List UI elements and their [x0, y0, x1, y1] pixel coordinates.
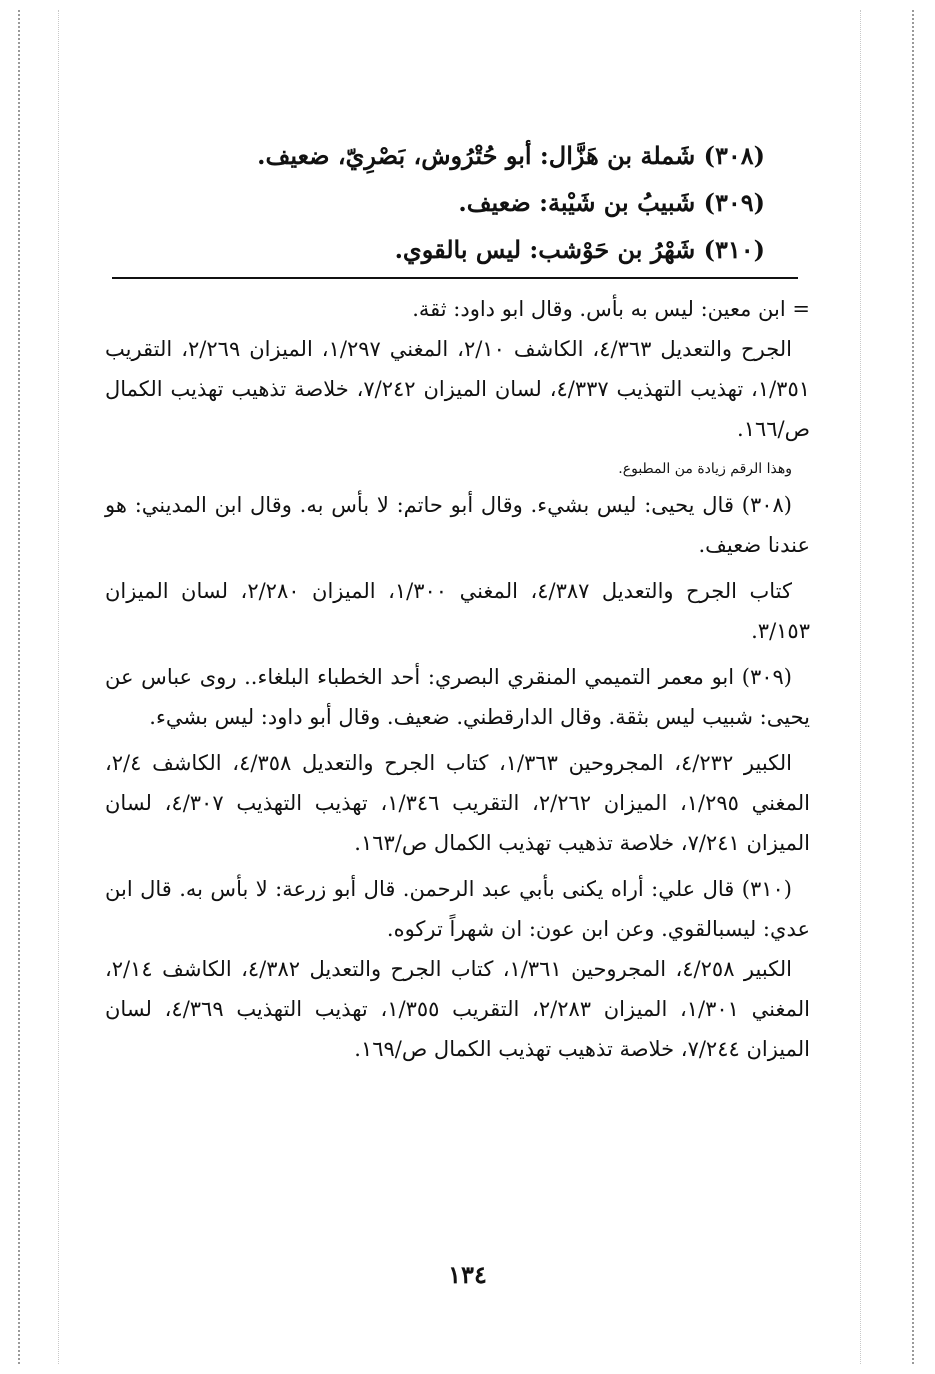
footnotes	[105, 289, 810, 1069]
scan-guide-left	[58, 10, 59, 1364]
footnote-continuation: = ابن معين: ليس به بأس. وقال ابو داود: ثقة.	[412, 297, 810, 321]
footnote-309: (٣٠٩) ابو معمر التميمي المنقري البصري: أحد الخطباء البلغاء.. روى عباس عن يحيى: شبيب ليس بثقة. وقال الدارقطني. ضعيف. وقال أبو داود: ليس بشيء.	[105, 665, 810, 729]
entry-309: (٣٠٩) شَبيبُ بن شَيْبة: ضعيف.	[458, 188, 765, 217]
footnote-310-references: الكبير ٤/٢٥٨، المجروحين ١/٣٦١، كتاب الجرح والتعديل ٤/٣٨٢، الكاشف ٢/١٤، المغني ١/٣٠١، الميزان ٢/٢٨٣، التقريب ١/٣٥٥، تهذيب التهذيب ٤/٣٦٩، لسان الميزان ٧/٢٤٤، خلاصة تذهيب تهذيب الكمال ص/١٦٩.	[105, 957, 811, 1061]
footnote-divider	[112, 277, 798, 279]
entry-310: (٣١٠) شَهْرُ بن حَوْشب: ليس بالقوي.	[394, 235, 765, 264]
main-text	[150, 132, 765, 273]
page-number: ١٣٤	[448, 1260, 487, 1289]
scan-guide-right	[860, 10, 861, 1364]
footnote-310: (٣١٠) قال علي: أراه يكنى بأبي عبد الرحمن. قال أبو زرعة: لا بأس به. قال ابن عدي: ليسبالقوي. وعن ابن عون: ان شهراً تركوه.	[105, 877, 810, 941]
scan-margin-left	[18, 10, 20, 1364]
footnote-308: (٣٠٨) قال يحيى: ليس بشيء. وقال أبو حاتم: لا بأس به. وقال ابن المديني: هو عندنا ضعيف.	[105, 493, 810, 557]
entry-308: (٣٠٨) شَملة بن هَزَّال: أبو حُتْرُوش، بَصْرِيّ، ضعيف.	[257, 141, 765, 170]
footnote-308-references: كتاب الجرح والتعديل ٤/٣٨٧، المغني ١/٣٠٠، الميزان ٢/٢٨٠، لسان الميزان ٣/١٥٣.	[105, 579, 810, 643]
footnote-309-references: الكبير ٤/٢٣٢، المجروحين ١/٣٦٣، كتاب الجرح والتعديل ٤/٣٥٨، الكاشف ٢/٤، المغني ١/٢٩٥، الميزان ٢/٢٦٢، التقريب ١/٣٤٦، تهذيب التهذيب ٤/٣٠٧، لسان الميزان ٧/٢٤١، خلاصة تذهيب تهذيب الكمال ص/١٦٣.	[105, 751, 811, 855]
scan-margin-right	[912, 10, 914, 1364]
footnote-remark: وهذا الرقم زيادة من المطبوع.	[618, 461, 792, 477]
footnote-references: الجرح والتعديل ٤/٣٦٣، الكاشف ٢/١٠، المغني ١/٢٩٧، الميزان ٢/٢٦٩، التقريب ١/٣٥١، تهذيب التهذيب ٤/٣٣٧، لسان الميزان ٧/٢٤٢، خلاصة تذهيب تهذيب الكمال ص/١٦٦.	[105, 337, 811, 441]
